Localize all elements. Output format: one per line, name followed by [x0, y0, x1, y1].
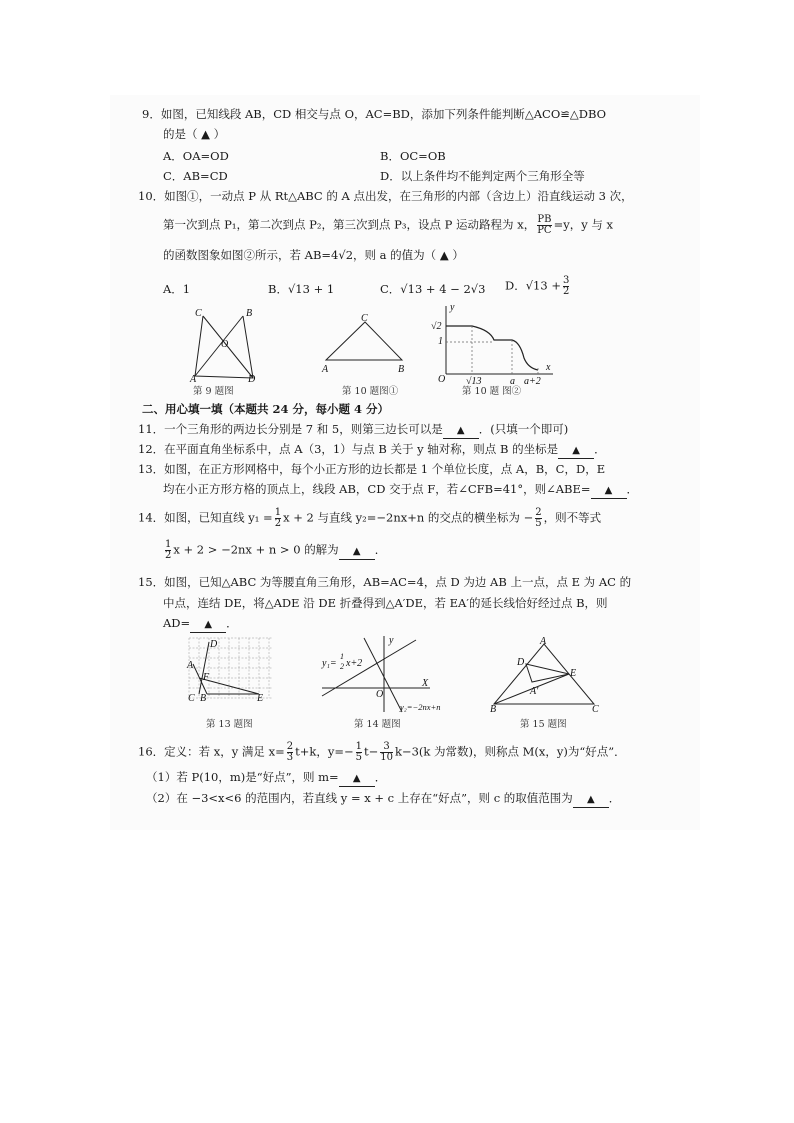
q16-part1-blank-marker: ▲ — [352, 773, 361, 784]
fig10a-caption: 第 10 题图① — [342, 386, 399, 397]
fig10a-diagram — [318, 310, 413, 375]
fig15-label-d: D — [517, 657, 525, 668]
fig10b-label-sqrt13: √13 — [466, 376, 482, 387]
q12-text: 在平面直角坐标系中，点 A（3，1）与点 B 关于 y 轴对称，则点 B 的坐标是 — [164, 442, 559, 456]
q10-stem3: 的函数图象如图②所示，若 AB=4√2，则 a 的值为（ ▲ ） — [163, 248, 464, 262]
fig14-label-half-den: 2 — [340, 662, 344, 671]
q13-number: 13． — [138, 462, 165, 476]
q12-number: 12． — [138, 442, 165, 456]
q16-part1-text: （1）若 P(10，m)是“好点”，则 m= — [146, 770, 339, 784]
q9-option-d: D．以上条件均不能判定两个三角形全等 — [380, 169, 585, 183]
q13-blank-marker: ▲ — [604, 485, 613, 496]
fig14-caption: 第 14 题图 — [354, 719, 401, 730]
q12 — [138, 442, 606, 459]
q10-option-d-denominator: 2 — [562, 286, 570, 297]
q14-text1b: x + 2 与直线 y₂=−2nx+n 的交点的横坐标为 − — [283, 510, 534, 525]
fig10b-label-origin: O — [438, 374, 446, 385]
q14-fraction2 — [535, 508, 541, 529]
q14-f3-denominator: 2 — [165, 550, 172, 561]
q15-answer-blank[interactable] — [190, 616, 226, 633]
q14-fraction3 — [165, 540, 171, 561]
q14-f3-numerator: 1 — [165, 539, 172, 550]
q10-text1: 如图①，一动点 P 从 Rt△ABC 的 A 点出发，在三角形的内部（含边上）沿直线运动 3 次， — [164, 189, 633, 203]
q10-option-b: B．√13 + 1 — [268, 282, 335, 296]
fig10b-caption: 第 10 题 图② — [462, 386, 522, 397]
q9-option-a: A．OA=OD — [163, 149, 229, 163]
fig13-label-e: E — [257, 693, 264, 704]
q14-blank-marker: ▲ — [352, 545, 361, 557]
q13-line2 — [163, 482, 638, 499]
q16-text-a: 定义：若 x，y 满足 x= — [164, 744, 285, 759]
q16-text-b: t+k，y=− — [295, 744, 354, 759]
q11-text: 一个三角形的两边长分别是 7 和 5，则第三边长可以是 — [164, 422, 443, 436]
q16-fraction-y2 — [380, 742, 393, 763]
q15-line1 — [138, 575, 631, 589]
q10-option-d-fraction — [563, 276, 569, 297]
q16-part2 — [146, 791, 620, 808]
q16-part2-blank-marker: ▲ — [586, 794, 595, 805]
q14-text1a: 如图，已知直线 y₁ = — [164, 510, 273, 525]
q11-tail: ．(只填一个即可) — [478, 422, 569, 436]
q15-tail: ． — [226, 616, 238, 630]
fig10a-label-a: A — [322, 364, 329, 375]
q14-tail: ． — [374, 542, 387, 557]
fig9-label-b: B — [246, 308, 253, 319]
fig15-label-a-prime: A′ — [530, 686, 539, 697]
q13-text2: 均在小正方形方格的顶点上，线段 AB，CD 交于点 F，若∠CFB=41°，则∠ABE= — [163, 482, 591, 496]
q14-line2 — [163, 540, 386, 561]
q16-text-c: t− — [363, 744, 379, 759]
fig14-label-y: y — [389, 635, 394, 646]
q10-number: 10． — [138, 189, 165, 203]
q16-part1 — [146, 770, 386, 787]
fig10b-label-a: a — [510, 376, 515, 387]
q14-f2-numerator: 2 — [535, 507, 542, 518]
fig10b-label-y: y — [450, 302, 455, 313]
fig14-label-x-plus-2: x+2 — [346, 658, 363, 669]
q14-text2: x + 2 > −2nx + n > 0 的解为 — [173, 542, 339, 557]
q16-number: 16． — [138, 744, 165, 759]
fig15-caption: 第 15 题图 — [520, 719, 567, 730]
q12-answer-blank[interactable] — [558, 442, 594, 459]
q16-fx-denominator: 3 — [286, 752, 294, 763]
q10-fraction — [537, 215, 551, 236]
q15-number: 15． — [138, 575, 165, 589]
q16-fx-numerator: 2 — [286, 741, 294, 752]
fig14-label-origin: O — [376, 689, 384, 700]
q14-line1 — [138, 508, 601, 529]
q10-stem1 — [138, 189, 633, 203]
q16-text-d: k−3(k 为常数)，则称点 M(x，y)为“好点”． — [394, 744, 626, 759]
q16-fy1-denominator: 5 — [355, 752, 362, 763]
fig14-label-half-num: 1 — [340, 652, 344, 661]
q16-part1-answer-blank[interactable] — [339, 770, 375, 787]
fig9-caption: 第 9 题图 — [193, 386, 234, 397]
q14-f1-numerator: 1 — [274, 507, 282, 518]
q13-text1: 如图，在正方形网格中，每个小正方形的边长都是 1 个单位长度，点 A，B，C，D，E — [164, 462, 606, 476]
fig14-graph — [318, 634, 441, 714]
q10-frac-denominator: PC — [537, 225, 552, 236]
fig15-diagram — [488, 634, 606, 714]
q10-stem2 — [163, 215, 613, 236]
fig10b-graph — [428, 302, 558, 387]
q15-blank-marker: ▲ — [204, 619, 213, 630]
q16-fy2-denominator: 10 — [380, 752, 393, 763]
q16-part2-answer-blank[interactable] — [573, 791, 609, 808]
q9-text: 如图，已知线段 AB，CD 相交与点 O，AC=BD，添加下列条件能判断△ACO≌△DBO — [160, 107, 607, 121]
q10-option-d-numerator: 3 — [562, 275, 570, 286]
q12-blank-marker: ▲ — [572, 445, 580, 456]
fig9-label-a: A — [190, 374, 197, 385]
fig14-label-y2: y₂=−2nx+n — [400, 702, 441, 712]
q15-line3 — [163, 616, 238, 633]
fig15-label-a: A — [540, 636, 547, 647]
fig15-label-b: B — [490, 704, 497, 715]
fig13-caption: 第 13 题图 — [206, 719, 253, 730]
fig9-label-o: O — [221, 339, 229, 350]
q10-option-a: A．1 — [163, 282, 191, 296]
q14-f2-denominator: 5 — [535, 518, 542, 529]
fig9-label-c: C — [195, 308, 202, 319]
fig13-label-c: C — [188, 693, 195, 704]
q16-part1-tail: ． — [374, 770, 387, 784]
q16-part2-text: （2）在 −3<x<6 的范围内，若直线 y = x + c 上存在“好点”，则 c 的取值范围为 — [146, 791, 573, 805]
q10-text2a: 第一次到点 P₁，第二次到点 P₂，第三次到点 P₃，设点 P 运动路程为 x， — [163, 217, 536, 232]
fig10b-label-one: 1 — [438, 336, 443, 347]
q14-f1-denominator: 2 — [274, 518, 282, 529]
fig10b-label-a-plus-2: a+2 — [524, 376, 541, 387]
q9-stem2: 的是（ ▲ ） — [163, 127, 226, 141]
q15-text3: AD= — [163, 616, 191, 630]
q11-number: 11． — [138, 422, 165, 436]
fig14-label-y1: y₁= — [322, 658, 337, 669]
fig13-grid — [185, 634, 280, 710]
q9-option-b: B．OC=OB — [380, 149, 446, 163]
q10-option-d — [505, 276, 571, 297]
q11-answer-blank[interactable] — [443, 422, 479, 439]
fig9-diagram — [185, 302, 275, 384]
q13-answer-blank[interactable] — [591, 482, 627, 499]
q12-tail: ． — [594, 442, 606, 456]
fig14-label-x: X — [422, 678, 429, 689]
q16-part2-tail: ． — [608, 791, 621, 805]
fig15-label-c: C — [592, 704, 599, 715]
fig13-label-b: B — [200, 693, 207, 704]
q16-fy2-numerator: 3 — [383, 741, 390, 752]
fig10a-label-b: B — [398, 364, 405, 375]
q11-blank-marker: ▲ — [456, 425, 465, 436]
q10-frac-numerator: PB — [537, 214, 552, 225]
section2-title: 二、用心填一填（本题共 24 分，每小题 4 分） — [142, 402, 390, 416]
q10-text2b: =y，y 与 x — [553, 217, 614, 232]
q14-fraction1 — [275, 508, 281, 529]
q16-fraction-y1 — [356, 742, 362, 763]
q9-stem — [142, 107, 606, 121]
q13-tail: ． — [626, 482, 639, 496]
q16-fy1-numerator: 1 — [355, 741, 362, 752]
q14-number: 14． — [138, 510, 165, 525]
q15-text1: 如图，已知△ABC 为等腰直角三角形，AB=AC=4，点 D 为边 AB 上一点，点 E 为 AC 的 — [164, 575, 632, 589]
fig13-label-f: F — [203, 672, 210, 683]
fig13-label-d: D — [210, 639, 218, 650]
q14-text1c: ，则不等式 — [543, 510, 602, 525]
q16-fraction-x — [287, 742, 293, 763]
fig10b-label-sqrt2: √2 — [431, 321, 442, 332]
fig9-label-d: D — [248, 374, 256, 385]
q14-answer-blank[interactable] — [339, 543, 375, 560]
fig10b-label-x: x — [546, 362, 551, 373]
q16-definition — [138, 742, 626, 763]
q10-option-d-text: D．√13 + — [505, 278, 561, 293]
q11 — [138, 422, 568, 439]
fig10a-label-c: C — [361, 313, 368, 324]
fig15-label-e: E — [570, 668, 577, 679]
q15-line2: 中点，连结 DE，将△ADE 沿 DE 折叠得到△A′DE，若 EA′的延长线恰好经过点 B，则 — [163, 596, 608, 610]
q13-line1 — [138, 462, 605, 476]
q10-option-c: C．√13 + 4 − 2√3 — [380, 282, 486, 296]
fig13-label-a: A — [187, 660, 194, 671]
q9-option-c: C．AB=CD — [163, 169, 228, 183]
q9-number: 9． — [142, 107, 161, 121]
